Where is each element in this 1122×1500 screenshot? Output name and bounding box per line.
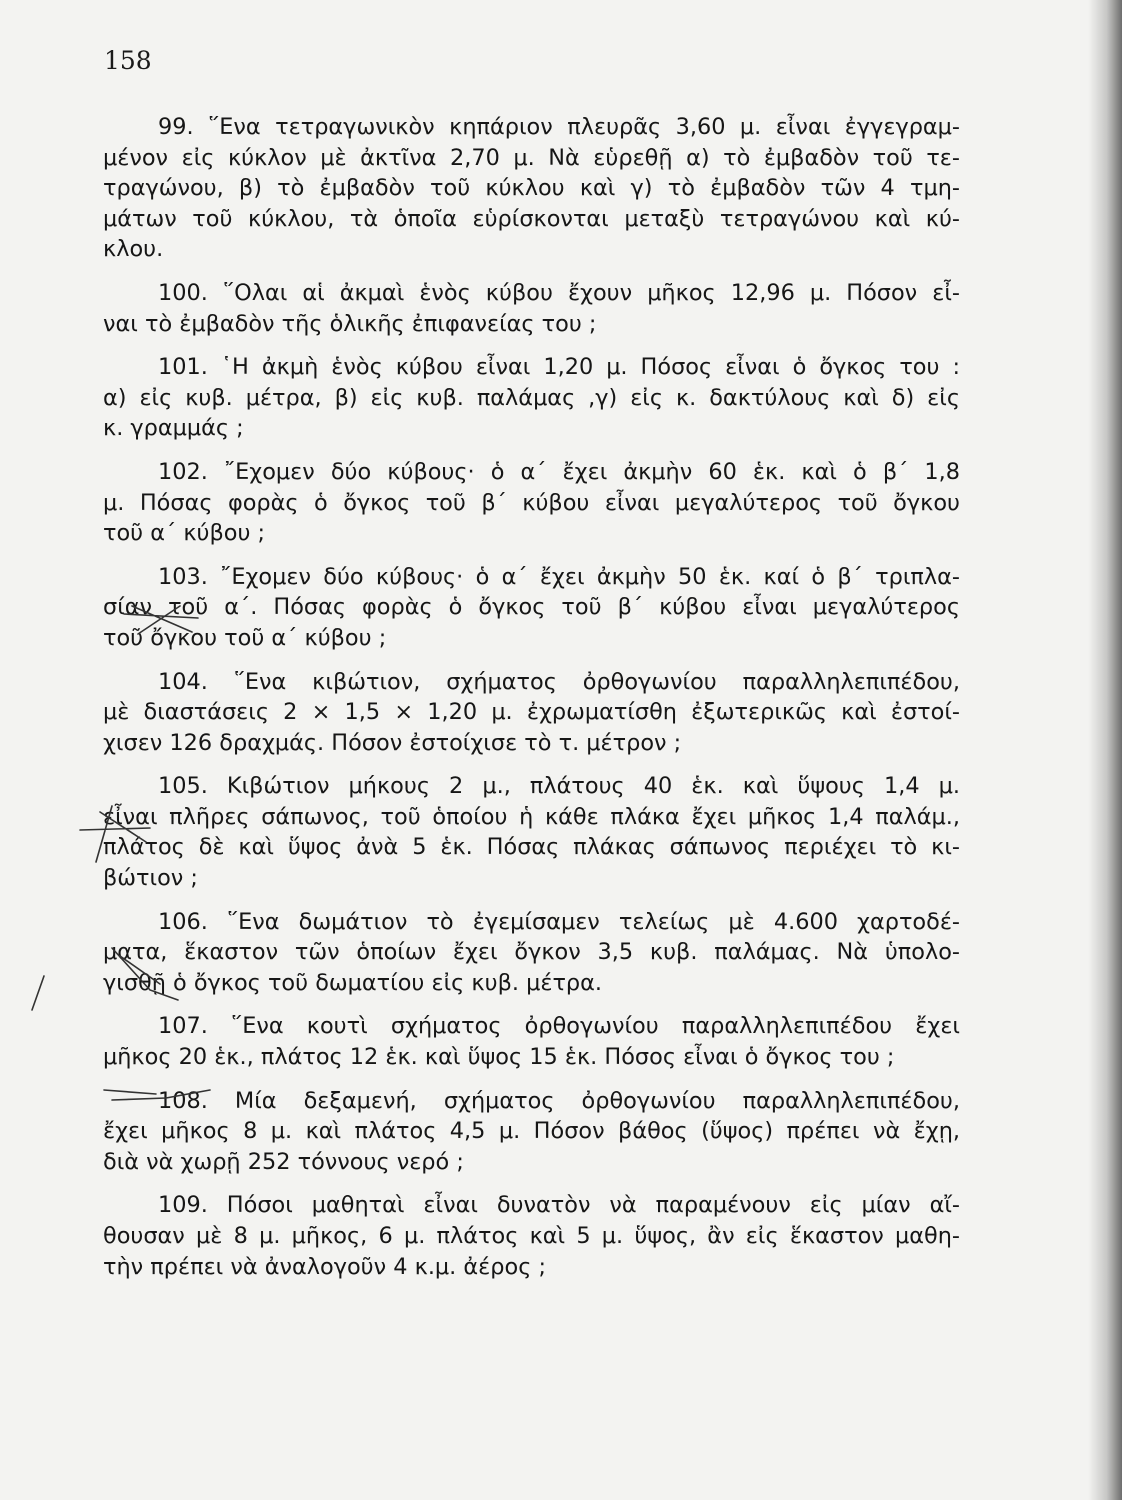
text-line: τραγώνου, β) τὸ ἐμβαδὸν τοῦ κύκλου καὶ γ) τὸ ἐμβαδὸν τῶν 4 τμη-: [103, 175, 960, 202]
binding-shadow: [1088, 0, 1122, 1500]
problem-102: [103, 457, 960, 549]
text-line: 103. ῎Εχομεν δύο κύβους· ὁ α΄ ἔχει ἀκμὴν 50 ἑκ. καί ὁ β΄ τριπλα-: [158, 563, 960, 590]
text-line: μὲ διαστάσεις 2 × 1,5 × 1,20 μ. ἐχρωματίσθη ἐξωτερικῶς καὶ ἐστοί-: [103, 699, 960, 726]
text-line: κλου.: [103, 236, 164, 263]
text-line: εἶναι πλῆρες σάπωνος, τοῦ ὁποίου ἡ κάθε πλάκα ἔχει μῆκος 1,4 παλάμ.,: [103, 803, 960, 830]
text-line: 104. ῞Ενα κιβώτιον, σχήματος ὀρθογωνίου παραλληλεπιπέδου,: [158, 668, 960, 695]
problems-text: [103, 112, 960, 1295]
text-line: ναι τὸ ἐμβαδὸν τῆς ὁλικῆς ἐπιφανείας του ;: [103, 310, 597, 337]
text-line: βώτιον ;: [103, 865, 198, 892]
page-number: 158: [104, 46, 152, 75]
text-line: α) εἰς κυβ. μέτρα, β) εἰς κυβ. παλάμας ,γ) εἰς κ. δακτύλους καὶ δ) εἰς: [103, 384, 960, 411]
text-line: τὴν πρέπει νὰ ἀναλογοῦν 4 κ.μ. ἀέρος ;: [103, 1253, 546, 1280]
problem-101: [103, 352, 960, 444]
problem-103: [103, 562, 960, 654]
text-line: ματα, ἕκαστον τῶν ὁποίων ἔχει ὄγκον 3,5 κυβ. παλάμας. Νὰ ὑπολο-: [103, 939, 960, 966]
text-line: 101. ῾Η ἀκμὴ ἑνὸς κύβου εἶναι 1,20 μ. Πόσος εἶναι ὁ ὄγκος του :: [158, 354, 960, 381]
text-line: διὰ νὰ χωρῇ 252 τόννους νερό ;: [103, 1148, 464, 1175]
problem-108: [103, 1086, 960, 1178]
text-line: σίαν τοῦ α΄. Πόσας φορὰς ὁ ὄγκος τοῦ β΄ κύβου εἶναι μεγαλύτερος: [103, 594, 960, 621]
text-line: 99. ῞Ενα τετραγωνικὸν κηπάριον πλευρᾶς 3,60 μ. εἶναι ἐγγεγραμ-: [158, 114, 960, 140]
text-line: ἔχει μῆκος 8 μ. καὶ πλάτος 4,5 μ. Πόσον βάθος (ὕψος) πρέπει νὰ ἔχῃ,: [103, 1118, 960, 1145]
text-line: θουσαν μὲ 8 μ. μῆκος, 6 μ. πλάτος καὶ 5 μ. ὕψος, ἂν εἰς ἕκαστον μαθη-: [103, 1223, 960, 1249]
problem-107: [103, 1011, 960, 1072]
text-line: τοῦ ὄγκου τοῦ α΄ κύβου ;: [103, 624, 387, 651]
problem-99: [103, 112, 960, 265]
problem-106: [103, 907, 960, 999]
text-line: γισθῇ ὁ ὄγκος τοῦ δωματίου εἰς κυβ. μέτρα.: [103, 969, 603, 996]
pencil-stroke-margin: [32, 976, 44, 1010]
text-line: 102. ῎Εχομεν δύο κύβους· ὁ α΄ ἔχει ἀκμὴν 60 ἑκ. καὶ ὁ β΄ 1,8: [158, 458, 960, 485]
text-line: μάτων τοῦ κύκλου, τὰ ὁποῖα εὑρίσκονται μεταξὺ τετραγώνου καὶ κύ-: [103, 205, 960, 232]
problem-105: [103, 771, 960, 893]
text-line: τοῦ α΄ κύβου ;: [103, 520, 266, 547]
text-line: 109. Πόσοι μαθηταὶ εἶναι δυνατὸν νὰ παραμένουν εἰς μίαν αἴ-: [158, 1192, 960, 1219]
text-line: χισεν 126 δραχμάς. Πόσον ἐστοίχισε τὸ τ. μέτρον ;: [103, 729, 682, 756]
problem-100: [103, 278, 960, 339]
text-line: πλάτος δὲ καὶ ὕψος ἀνὰ 5 ἑκ. Πόσας πλάκας σάπωνος περιέχει τὸ κι-: [103, 834, 960, 861]
problem-109: [103, 1190, 960, 1282]
text-line: 106. ῞Ενα δωμάτιον τὸ ἐγεμίσαμεν τελείως μὲ 4.600 χαρτοδέ-: [158, 908, 960, 935]
text-line: 105. Κιβώτιον μήκους 2 μ., πλάτους 40 ἑκ. καὶ ὕψους 1,4 μ.: [158, 773, 960, 800]
text-line: 108. Μία δεξαμενή, σχήματος ὀρθογωνίου παραλληλεπιπέδου,: [158, 1087, 960, 1114]
text-line: 100. ῞Ολαι αἱ ἀκμαὶ ἑνὸς κύβου ἔχουν μῆκος 12,96 μ. Πόσον εἶ-: [158, 279, 960, 306]
problem-104: [103, 667, 960, 759]
text-line: κ. γραμμάς ;: [103, 415, 244, 442]
text-line: μένον εἰς κύκλον μὲ ἀκτῖνα 2,70 μ. Νὰ εὑρεθῇ α) τὸ ἐμβαδὸν τοῦ τε-: [103, 144, 960, 171]
text-line: μῆκος 20 ἑκ., πλάτος 12 ἑκ. καὶ ὕψος 15 ἑκ. Πόσος εἶναι ὁ ὄγκος του ;: [103, 1044, 895, 1071]
text-line: μ. Πόσας φορὰς ὁ ὄγκος τοῦ β΄ κύβου εἶναι μεγαλύτερος τοῦ ὄγκου: [103, 489, 960, 516]
text-line: 107. ῞Ενα κουτὶ σχήματος ὀρθογωνίου παραλληλεπιπέδου ἔχει: [158, 1013, 960, 1040]
